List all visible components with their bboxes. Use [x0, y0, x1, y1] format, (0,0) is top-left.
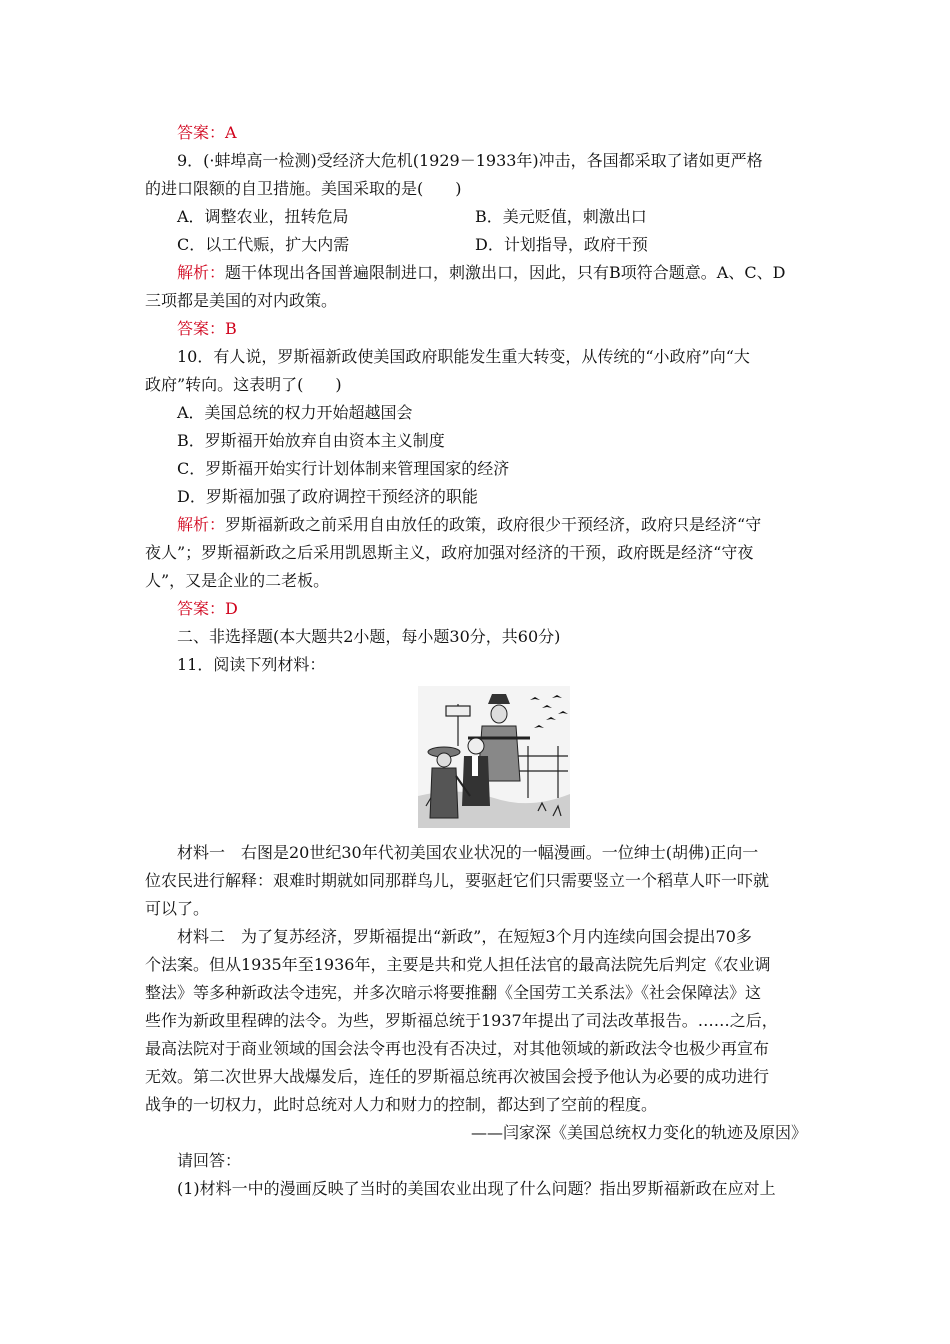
q8-answer: 答案：A — [177, 123, 237, 142]
section2-title: 二、非选择题(本大题共2小题，每小题30分，共60分) — [177, 627, 561, 646]
q10-analysis-line2: 夜人”；罗斯福新政之后采用凯恩斯主义，政府加强对经济的干预，政府既是经济“守夜 — [145, 543, 754, 562]
q11-ask: 请回答： — [177, 1151, 242, 1170]
q9-options-row1 — [177, 203, 839, 231]
q9-analysis-line1 — [177, 259, 839, 287]
q11-material2-line2: 个法案。但从1935年至1936年，主要是共和党人担任法官的最高法院先后判定《农业调 — [145, 955, 771, 974]
q9-stem-line2: 的进口限额的自卫措施。美国采取的是( ) — [145, 179, 462, 198]
q11-stem: 11．阅读下列材料： — [177, 655, 326, 674]
q9-options-row2 — [177, 231, 839, 259]
q9-answer: 答案：B — [177, 319, 237, 338]
q9-stem-line1: 9．(·蚌埠高一检测)受经济大危机(1929－1933年)冲击，各国都采取了诸如更严格 — [177, 151, 763, 170]
q11-material2-line4: 些作为新政里程碑的法令。为些，罗斯福总统于1937年提出了司法改革报告。……之后， — [145, 1011, 778, 1030]
q11-material2-line5: 最高法院对于商业领域的国会法令再也没有否决过，对其他领域的新政法令也极少再宣布 — [145, 1039, 770, 1058]
q9-analysis-label: 解析： — [177, 263, 226, 282]
q9-option-d: D．计划指导，政府干预 — [475, 235, 648, 254]
q11-material2-line3: 整法》等多种新政法令违宪，并多次暗示将要推翻《全国劳工关系法》《社会保障法》这 — [145, 983, 762, 1002]
q11-material1-line2: 位农民进行解释：艰难时期就如同那群鸟儿，要驱赶它们只需要竖立一个稻草人吓一吓就 — [145, 871, 770, 890]
q10-option-d: D．罗斯福加强了政府调控干预经济的职能 — [177, 487, 478, 506]
q10-stem-line2: 政府”转向。这表明了( ) — [145, 375, 342, 394]
q10-option-b: B．罗斯福开始放弃自由资本主义制度 — [177, 431, 445, 450]
q9-option-c: C．以工代赈，扩大内需 — [177, 235, 350, 254]
q10-option-c: C．罗斯福开始实行计划体制来管理国家的经济 — [177, 459, 510, 478]
q10-analysis-line1 — [177, 511, 839, 539]
q11-material2-line1: 材料二 为了复苏经济，罗斯福提出“新政”，在短短3个月内连续向国会提出70多 — [177, 927, 752, 946]
q11-subquestion-1: (1)材料一中的漫画反映了当时的美国农业出现了什么问题？指出罗斯福新政在应对上 — [177, 1179, 776, 1198]
q11-material2-line7: 战争的一切权力，此时总统对人力和财力的控制，都达到了空前的程度。 — [145, 1095, 658, 1114]
q10-analysis-text1: 罗斯福新政之前采用自由放任的政策，政府很少干预经济，政府只是经济“守 — [225, 515, 762, 534]
q10-answer: 答案：D — [177, 599, 238, 618]
q10-option-a: A．美国总统的权力开始超越国会 — [177, 403, 413, 422]
q9-option-a: A．调整农业，扭转危局 — [177, 207, 349, 226]
q11-source: ——闫家深《美国总统权力变化的轨迹及原因》 — [470, 1123, 807, 1142]
q11-material1-line1: 材料一 右图是20世纪30年代初美国农业状况的一幅漫画。一位绅士(胡佛)正向一 — [177, 843, 759, 862]
q9-option-b: B．美元贬值，刺激出口 — [475, 207, 647, 226]
q11-material2-line6: 无效。第二次世界大战爆发后，连任的罗斯福总统再次被国会授予他认为必要的成功进行 — [145, 1067, 770, 1086]
q10-stem-line1: 10．有人说，罗斯福新政使美国政府职能发生重大转变，从传统的“小政府”向“大 — [177, 347, 750, 366]
q9-analysis-text1: 题干体现出各国普遍限制进口，刺激出口，因此，只有B项符合题意。A、C、D — [225, 263, 786, 282]
q9-analysis-line2: 三项都是美国的对内政策。 — [145, 291, 338, 310]
q10-analysis-line3: 人”，又是企业的二老板。 — [145, 571, 330, 590]
q11-material1-line3: 可以了。 — [145, 899, 210, 918]
q10-analysis-label: 解析： — [177, 515, 226, 534]
cartoon-illustration — [418, 686, 570, 828]
